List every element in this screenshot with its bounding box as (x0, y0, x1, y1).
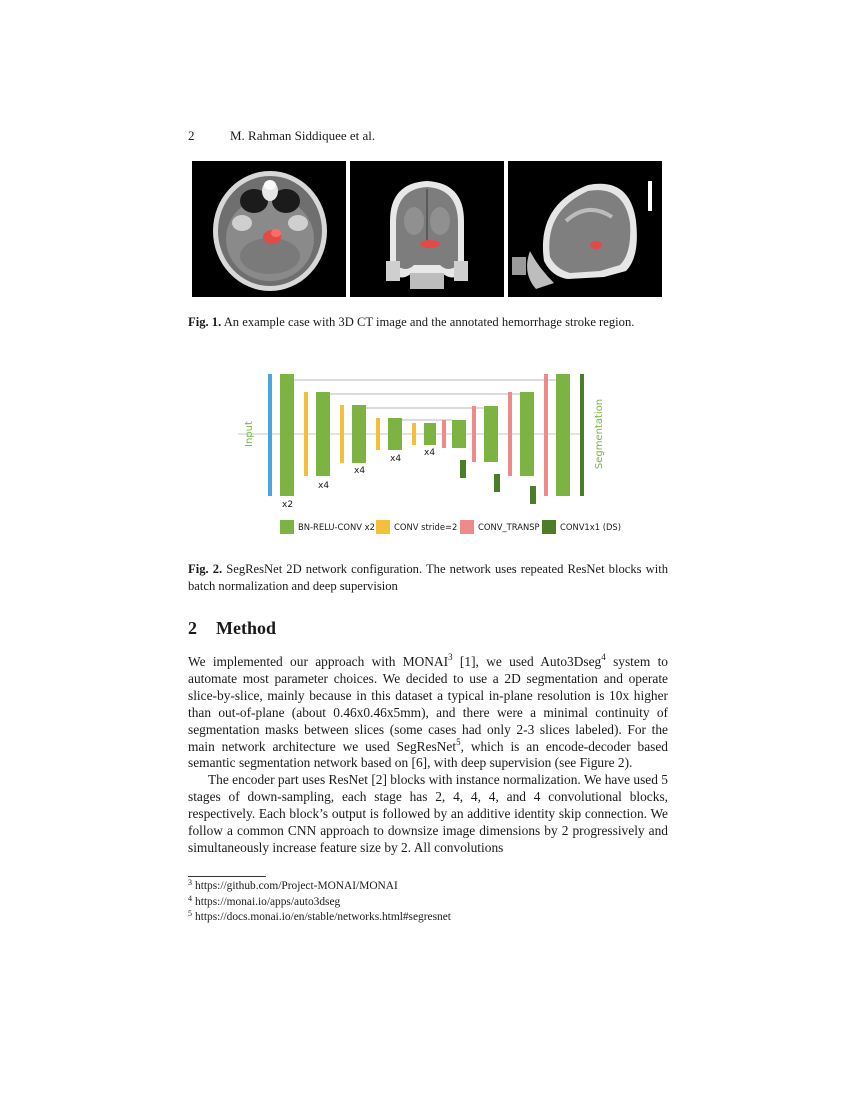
footnote-url-4[interactable]: https://monai.io/apps/auto3dseg (195, 896, 341, 908)
conv-stride-2 (340, 405, 344, 463)
section-heading (188, 618, 276, 639)
output-label: Segmentation (594, 398, 605, 470)
encoder-block-2 (316, 392, 330, 476)
output-conv (580, 374, 584, 496)
conv-stride-1 (304, 392, 308, 476)
conv-stride-3 (376, 418, 380, 450)
conv-transp-3 (508, 392, 512, 476)
encoder-block-1 (280, 374, 294, 496)
paragraph-1-part-4: , which is an encode-decoder based semantic segmentation network based on [6], with deep supervision (see Figure 2). (188, 738, 668, 771)
block-count-1: x2 (282, 500, 294, 510)
deep-supervision-1 (460, 460, 466, 478)
paragraph-1 (188, 654, 668, 772)
legend-label-ds: CONV1x1 (DS) (560, 522, 622, 532)
section-title: Method (216, 618, 276, 638)
footnote-url-3[interactable]: https://github.com/Project-MONAI/MONAI (195, 880, 398, 892)
conv-transp-1 (442, 420, 446, 448)
page-number: 2 (188, 128, 195, 143)
ct-coronal-panel (350, 161, 504, 297)
section-number: 2 (188, 618, 197, 638)
ct-sagittal-panel (508, 161, 662, 297)
footnote-4 (188, 896, 340, 909)
footnote-ref-4[interactable]: 4 (601, 652, 606, 662)
ct-sagittal-image (508, 161, 662, 297)
encoder-block-5 (424, 423, 436, 445)
encoder-block-3 (352, 405, 366, 463)
running-head: M. Rahman Siddiquee et al. (230, 128, 376, 143)
paragraph-1-part-1: We implemented our approach with MONAI (188, 654, 449, 669)
figure2-label: Fig. 2. (188, 562, 223, 576)
deep-supervision-2 (494, 474, 500, 492)
paragraph-2: The encoder part uses ResNet [2] blocks with instance normalization. We have used 5 stages of down-sampling, each stage has 2, 4, 4, 4, and 4 convolutional blocks, respectively. Each block’s output is followed by an additive identity skip connection. We follow a common CNN approach to downsize image dimensions by 2 progressively and simultaneously increase feature size by 2. All convolutions (188, 772, 668, 855)
legend-swatch-ds (542, 520, 556, 534)
deep-supervision-3 (530, 486, 536, 504)
legend-swatch-block (280, 520, 294, 534)
decoder-block-1 (452, 420, 466, 448)
conv-transp-4 (544, 374, 548, 496)
paragraph-1-part-2: [1], we used Auto3Dseg (452, 654, 602, 669)
block-count-3: x4 (354, 466, 366, 476)
segresnet-diagram (230, 368, 630, 540)
figure2-caption (188, 561, 668, 594)
ct-axial-image (192, 161, 346, 297)
running-header (188, 128, 375, 144)
figure1-caption (188, 314, 668, 331)
footnote-ref-5[interactable]: 5 (456, 736, 461, 747)
footnote-5 (188, 911, 451, 924)
paragraph-1-part-3: system to automate most parameter choices. We decided to use a 2D segmentation and operate slice-by-slice, mainly because in this dataset a typical in-plane resolution is 10x higher than out-of-plane (about 0.46x0.46x5mm), and there were a minimal continuity of segmentation masks between slices (some cases had only 2-3 slices labeled). For the main network architecture we used SegResNet (188, 654, 668, 754)
encoder-block-4 (388, 418, 402, 450)
legend-swatch-transp (460, 520, 474, 534)
footnote-mark-5: 5 (188, 909, 192, 918)
block-count-2: x4 (318, 481, 330, 491)
footnote-mark-3: 3 (188, 878, 192, 887)
figure1-label: Fig. 1. (188, 315, 222, 329)
footnote-rule (188, 876, 266, 877)
input-bar (268, 374, 272, 496)
decoder-block-3 (520, 392, 534, 476)
conv-transp-2 (472, 406, 476, 462)
input-label: Input (244, 421, 255, 447)
legend-label-transp: CONV_TRANSP (478, 522, 540, 532)
legend-label-block: BN-RELU-CONV x2 (298, 522, 375, 532)
ct-coronal-image (350, 161, 504, 297)
legend (280, 520, 621, 534)
decoder-block-4 (556, 374, 570, 496)
body-text (188, 654, 668, 857)
block-count-4: x4 (390, 454, 402, 464)
figure1-caption-text: An example case with 3D CT image and the annotated hemorrhage stroke region. (223, 315, 635, 329)
decoder-block-2 (484, 406, 498, 462)
footnote-3 (188, 880, 398, 893)
block-count-5: x4 (424, 448, 436, 458)
conv-stride-4 (412, 423, 416, 445)
ct-axial-panel (192, 161, 346, 297)
footnote-ref-3[interactable]: 3 (448, 652, 453, 662)
legend-label-conv: CONV stride=2 (394, 522, 458, 532)
legend-swatch-conv (376, 520, 390, 534)
footnote-mark-4: 4 (188, 894, 192, 903)
figure2-caption-text: SegResNet 2D network configuration. The network uses repeated ResNet blocks with batch normalization and deep supervision (188, 562, 669, 593)
footnote-url-5[interactable]: https://docs.monai.io/en/stable/networks.html#segresnet (195, 911, 451, 923)
